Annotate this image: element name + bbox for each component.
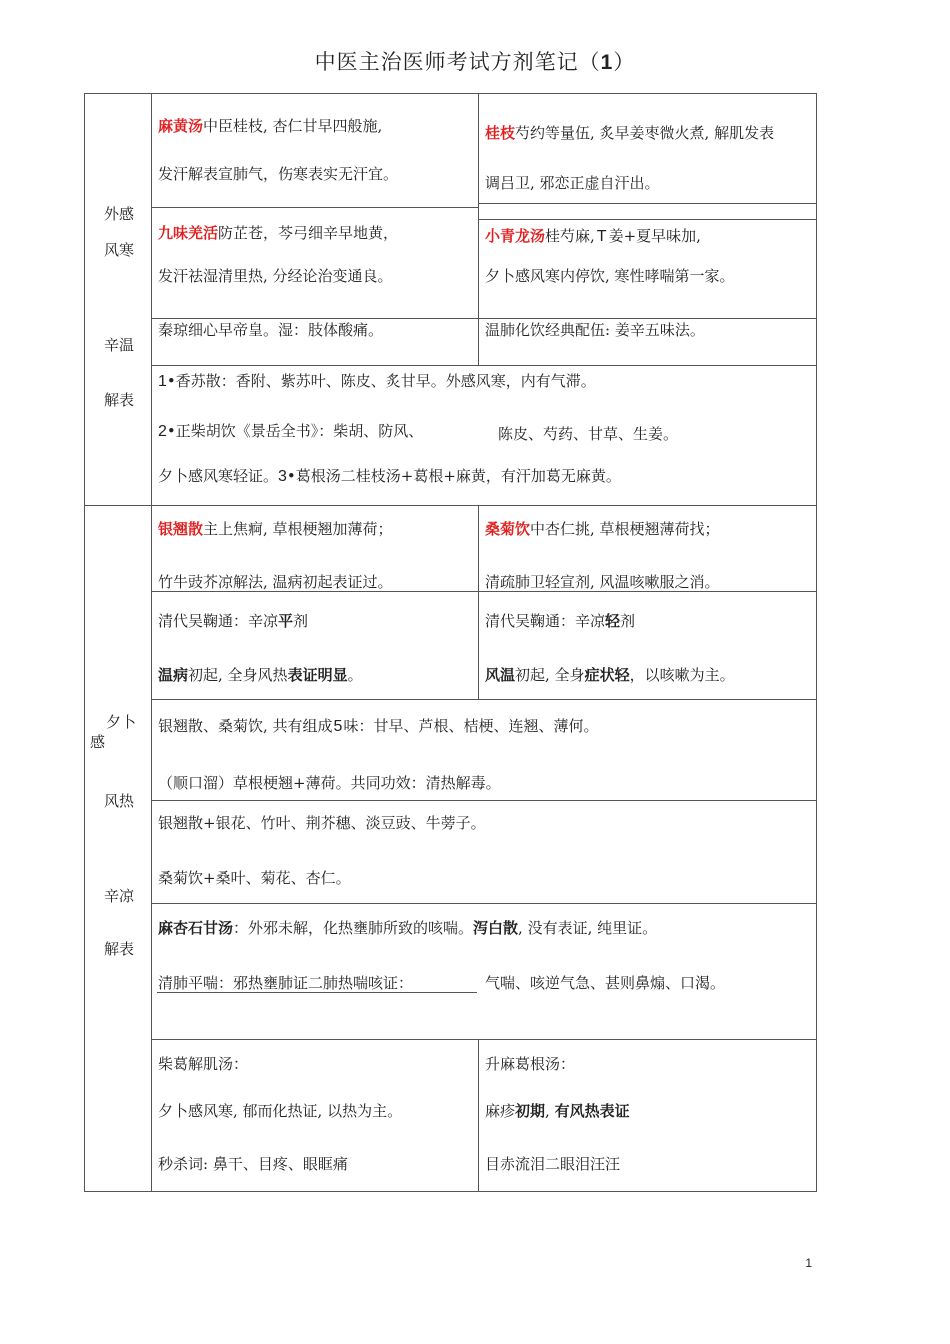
chaige-line1: 夕卜感风寒, 郁而化热证, 以热为主。	[158, 1102, 403, 1120]
side-label: 解表	[104, 391, 135, 409]
wenfei-note: 温肺化饮经典配伍: 姜辛五味法。	[485, 321, 705, 339]
wenbing-note: 温病初起, 全身风热表证明显。	[158, 666, 363, 684]
mahuang-line2: 发汗解表宣肺气，伤寒表实无汗宜。	[158, 165, 399, 183]
formula-name: 九味羌活	[158, 224, 219, 242]
gegen-note: 夕卜感风寒轻证。3•葛根汤二桂枝汤+葛根+麻黄，有汗加葛无麻黄。	[158, 467, 621, 485]
side-label: 风寒	[104, 241, 135, 259]
jiuwei-line2: 发汗祛湿清里热, 分经论治变通良。	[158, 267, 393, 285]
qingfei-underline	[157, 992, 477, 993]
zhengchai-note: 2•正柴胡饮《景岳全书》：柴胡、防风、	[158, 422, 424, 440]
formula-name: 桂枝	[485, 124, 516, 142]
hline	[151, 699, 816, 700]
page-number: 1	[805, 1256, 812, 1270]
section-2-mid-divider	[478, 505, 479, 699]
maxing-note: 麻杏石甘汤：外邪未解，化热壅肺所致的咳喘。泻白散, 没有表证, 纯里证。	[158, 919, 658, 937]
shunkou-note: （顺口溜）草根梗翘+薄荷。共同功效：清热解毒。	[158, 774, 501, 792]
chaige-line2: 秒杀词: 鼻干、目疼、眼眶痛	[158, 1155, 348, 1173]
shengma-title: 升麻葛根汤：	[485, 1055, 576, 1073]
hline	[478, 203, 816, 204]
chaige-title: 柴葛解肌汤：	[158, 1055, 249, 1073]
side-label: 夕卜	[106, 713, 137, 731]
section-2-box	[84, 505, 817, 1192]
hline	[151, 800, 816, 801]
yinqiao-line1: 银翘散主上焦痾, 草根梗翘加薄荷；	[158, 520, 393, 538]
mahuang-line1: 麻黄汤中臣桂枝, 杏仁甘早四般施,	[158, 117, 383, 135]
xiaoqinglong-line2: 夕卜感风寒内停饮, 寒性哮喘第一家。	[485, 267, 735, 285]
xiaoqinglong-line1: 小青龙汤桂芍麻, T 姜+夏早味加,	[485, 227, 701, 245]
yinqiao-additions: 银翘散+银花、竹叶、荆芥穗、淡豆豉、牛蒡子。	[158, 814, 486, 832]
section-1-side-divider	[151, 93, 152, 505]
qingfei-symptoms: 气喘、咳逆气急、甚则鼻煽、口渴。	[485, 974, 726, 992]
section-2-mid-divider	[478, 1039, 479, 1191]
guizhi-line2: 调吕卫, 邪恋正虚自汗出。	[485, 174, 660, 192]
hline	[151, 903, 816, 904]
page-title: 中医主治医师考试方剂笔记（1）	[314, 50, 636, 74]
formula-name: 小青龙汤	[485, 227, 546, 245]
guizhi-line1: 桂枝芍约等量伍, 炙早姜枣微火煮, 解肌发表	[485, 124, 775, 142]
wu-right: 清代吴鞠通：辛凉轻剂	[485, 612, 636, 630]
wu-left: 清代吴鞠通：辛凉平剂	[158, 612, 309, 630]
yinqiao-line2: 竹牛豉芥凉解法, 温病初起表证过。	[158, 573, 393, 591]
sangju-line1: 桑菊饮中杏仁挑, 草根梗翘薄荷找；	[485, 520, 720, 538]
section-1-mid-divider	[478, 93, 479, 365]
hline	[151, 207, 478, 208]
jiuwei-line1: 九味羌活防芷苍，芩弓细辛早地黄，	[158, 224, 399, 242]
formula-name: 桑菊饮	[485, 520, 531, 538]
sangju-line2: 清疏肺卫轻宣剂, 风温咳嗽服之消。	[485, 573, 720, 591]
section-1-box	[84, 93, 817, 506]
hline	[478, 219, 816, 220]
qinjiao-note: 秦琼细心早帝皇。湿：肢体酸痛。	[158, 321, 384, 339]
side-label: 辛温	[104, 336, 135, 354]
zhengchai-note-cont: 陈皮、芍药、甘草、生姜。	[498, 425, 679, 443]
common-composition: 银翘散、桑菊饮, 共有组成5味：甘早、芦根、桔梗、连翘、薄何。	[158, 717, 599, 735]
shengma-line1: 麻疹初期, 有风热表证	[485, 1102, 630, 1120]
hline	[151, 318, 816, 319]
formula-name: 银翘散	[158, 520, 204, 538]
sangju-additions: 桑菊饮+桑叶、菊花、杏仁。	[158, 869, 351, 887]
side-label: 外感	[104, 205, 135, 223]
fengwen-note: 风温初起, 全身症状轻，以咳嗽为主。	[485, 666, 735, 684]
qingfei-note: 清肺平喘：邪热壅肺证二肺热喘咳证：	[158, 974, 414, 992]
section-2-side-divider	[151, 505, 152, 1191]
side-label: 辛凉	[104, 887, 135, 905]
shengma-line2: 目赤流泪二眼泪汪汪	[485, 1155, 621, 1173]
side-label: 风热	[104, 792, 135, 810]
side-label: 感	[90, 733, 106, 751]
side-label: 解表	[104, 940, 135, 958]
formula-name: 麻黄汤	[158, 117, 204, 135]
xiangsu-note: 1•香苏散：香附、紫苏叶、陈皮、炙甘早。外感风寒，内有气滞。	[158, 372, 596, 390]
hline	[151, 1039, 816, 1040]
hline	[151, 365, 816, 366]
